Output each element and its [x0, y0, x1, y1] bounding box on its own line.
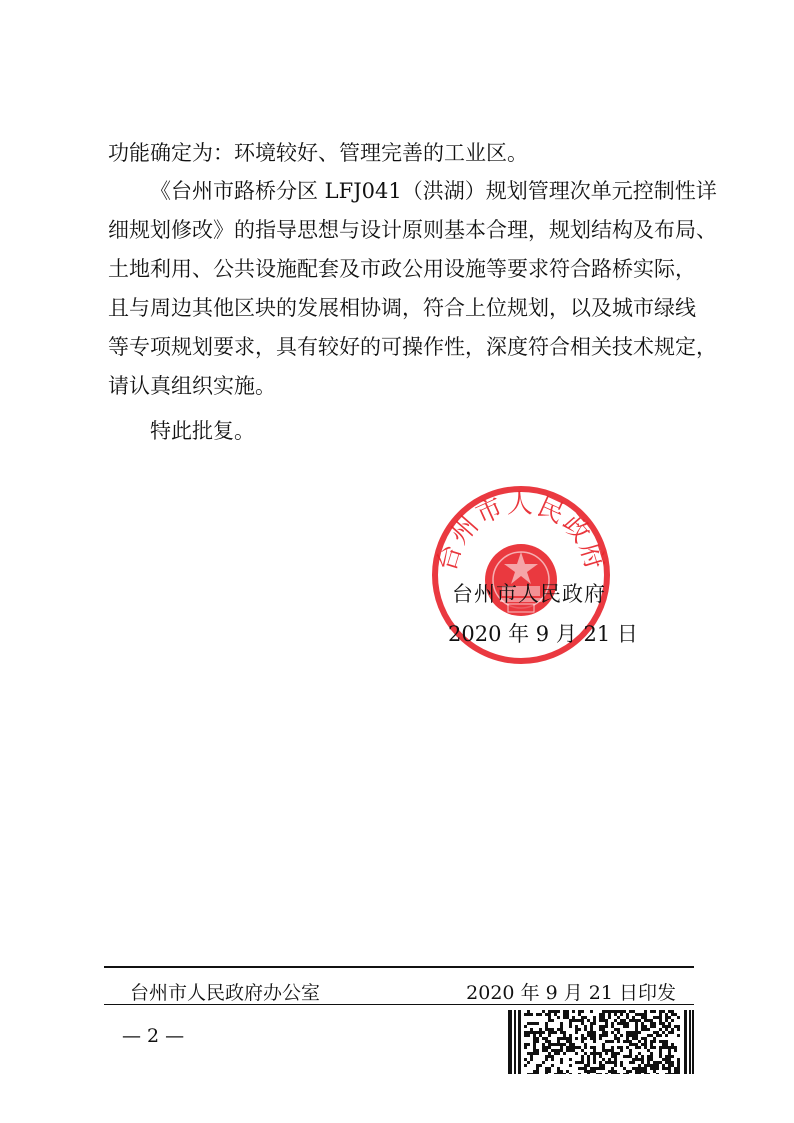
- body-line-7: 请认真组织实施。: [108, 374, 276, 398]
- closing-line: 特此批复。: [150, 419, 255, 443]
- footer-bottom-rule: [104, 1004, 694, 1005]
- body-line-2: 《台州市路桥分区 LFJ041（洪湖）规划管理次单元控制性详: [150, 179, 717, 203]
- body-line-6: 等专项规划要求，具有较好的可操作性，深度符合相关技术规定，: [108, 335, 717, 359]
- signature-organization: 台州市人民政府: [452, 582, 606, 606]
- signature-date: 2020 年 9 月 21 日: [448, 622, 638, 646]
- body-line-1: 功能确定为：环境较好、管理完善的工业区。: [108, 141, 528, 165]
- seal-text: 台州市人民政府: [431, 489, 611, 575]
- body-line-5: 且与周边其他区块的发展相协调，符合上位规划，以及城市绿线: [108, 296, 696, 320]
- page-number: — 2 —: [122, 1025, 185, 1047]
- barcode-icon: [508, 1010, 694, 1074]
- body-line-3: 细规划修改》的指导思想与设计原则基本合理，规划结构及布局、: [108, 218, 717, 242]
- footer-top-rule: [104, 966, 694, 968]
- footer-issuer: 台州市人民政府办公室: [130, 982, 321, 1004]
- footer-issue-date: 2020 年 9 月 21 日印发: [466, 982, 676, 1004]
- body-line-4: 土地利用、公共设施配套及市政公用设施等要求符合路桥实际，: [108, 257, 696, 281]
